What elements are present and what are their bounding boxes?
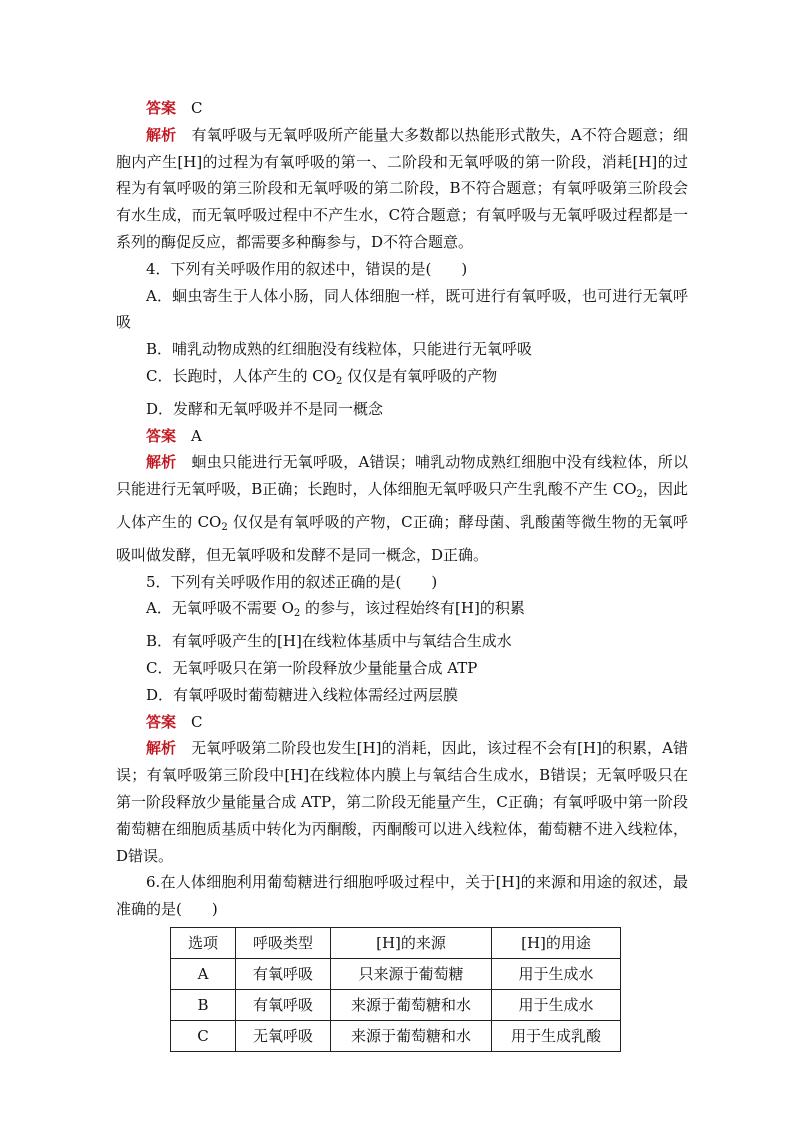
subscript: 2 [293, 608, 301, 620]
answer-label: 答案 [146, 99, 177, 117]
table-header-cell: 选项 [171, 927, 236, 958]
table-cell: 来源于葡萄糖和水 [331, 1020, 492, 1051]
analysis-text: 无氧呼吸第二阶段也发生[H]的消耗，因此，该过程不会有[H]的积累，A错误；有氧呼吸第三阶段中[H]在线粒体内膜上与氧结合生成水，B错误；无氧呼吸只在第一阶段释放少量能量合成 ATP，第二阶段无能量产生，C正确；有氧呼吸中第一阶段葡萄糖在细胞质基质中转化为丙酮酸，丙酮酸可以进入线粒体，葡萄糖不进入线粒体，D错误。 [116, 739, 688, 865]
q5-answer [116, 709, 688, 736]
table-cell: 用于生成水 [492, 958, 621, 989]
table-header-cell: 呼吸类型 [236, 927, 331, 958]
q4-option-c-text-2: 仅仅是有氧呼吸的产物 [342, 366, 498, 385]
table-header-cell: [H]的来源 [331, 927, 492, 958]
q4-option-d: D．发酵和无氧呼吸并不是同一概念 [146, 399, 384, 418]
analysis-text-3: 仅仅是有氧呼吸的产物，C正确；酵母菌、乳酸菌等微生物的无氧呼吸叫做发酵，但无氧呼吸和发酵不是同一概念，D正确。 [116, 512, 689, 564]
subscript: 2 [221, 521, 228, 533]
q4-answer [116, 423, 688, 450]
answer-value: C [191, 99, 203, 117]
answer-label: 答案 [146, 712, 177, 731]
analysis-text-2: ，因此人体产生的 CO [116, 480, 688, 531]
table-cell: 用于生成水 [492, 989, 621, 1020]
table-row [171, 1020, 621, 1051]
answer-value: A [191, 426, 202, 445]
table-row [171, 989, 621, 1020]
answer-value: C [191, 712, 203, 731]
table-cell: 无氧呼吸 [236, 1020, 331, 1051]
analysis-text-1: 蛔虫只能进行无氧呼吸，A错误；哺乳动物成熟红细胞中没有线粒体，所以只能进行无氧呼吸，B正确；长跑时，人体细胞无氧呼吸只产生乳酸不产生 CO [116, 453, 688, 499]
analysis-label: 解析 [146, 125, 177, 144]
q5-option-c: C．无氧呼吸只在第一阶段释放少量能量合成 ATP [146, 658, 478, 677]
q3-analysis [116, 122, 688, 256]
table-cell: 来源于葡萄糖和水 [331, 989, 492, 1020]
q5-stem: 5．下列有关呼吸作用的叙述正确的是( ) [146, 572, 438, 591]
q4-stem: 4．下列有关呼吸作用的叙述中，错误的是( ) [146, 259, 468, 278]
table-cell: 只来源于葡萄糖 [331, 958, 492, 989]
analysis-label: 解析 [146, 739, 177, 758]
table-header-cell: [H]的用途 [492, 927, 621, 958]
q4-option-b: B．哺乳动物成熟的红细胞没有线粒体，只能进行无氧呼吸 [146, 340, 533, 359]
q3-answer [116, 95, 688, 122]
table-header-row [171, 927, 621, 958]
answer-label: 答案 [146, 426, 177, 445]
options-table [170, 927, 621, 1052]
q5-option-a [116, 595, 688, 628]
q5-option-b: B．有氧呼吸产生的[H]在线粒体基质中与氧结合生成水 [146, 632, 512, 651]
q6-stem: 6.在人体细胞利用葡萄糖进行细胞呼吸过程中，关于[H]的来源和用途的叙述，最准确的是( ) [116, 873, 688, 919]
subscript: 2 [336, 375, 343, 387]
subscript: 2 [636, 489, 643, 501]
table-cell: B [171, 989, 236, 1020]
table-cell: A [171, 958, 236, 989]
analysis-text: 有氧呼吸与无氧呼吸所产能量大多数都以热能形式散失，A不符合题意；细胞内产生[H]的过程为有氧呼吸的第一、二阶段和无氧呼吸的第一阶段，消耗[H]的过程为有氧呼吸的第三阶段和无氧呼吸的第二阶段，B不符合题意；有氧呼吸第三阶段会有水生成，而无氧呼吸过程中不产生水，C符合题意；有氧呼吸与无氧呼吸过程都是一系列的酶促反应，都需要多种酶参与，D不符合题意。 [116, 125, 688, 251]
analysis-label: 解析 [146, 453, 177, 472]
q5-option-d: D．有氧呼吸时葡萄糖进入线粒体需经过两层膜 [146, 685, 459, 704]
q5-option-a-text: A．无氧呼吸不需要 O [146, 599, 294, 618]
q4-analysis [116, 449, 688, 568]
table-row [171, 958, 621, 989]
table-cell: C [171, 1020, 236, 1051]
q4-option-c-text: C．长跑时，人体产生的 CO [146, 366, 337, 385]
table-cell: 有氧呼吸 [236, 958, 331, 989]
q5-analysis [116, 735, 688, 869]
q4-option-c [116, 363, 688, 396]
table-cell: 用于生成乳酸 [492, 1020, 621, 1051]
q5-option-a-text-2: 的参与，该过程始终有[H]的积累 [300, 599, 525, 618]
table-cell: 有氧呼吸 [236, 989, 331, 1020]
document-page [116, 95, 688, 1052]
q4-option-a: A．蛔虫寄生于人体小肠，同人体细胞一样，既可进行有氧呼吸，也可进行无氧呼吸 [116, 286, 688, 332]
